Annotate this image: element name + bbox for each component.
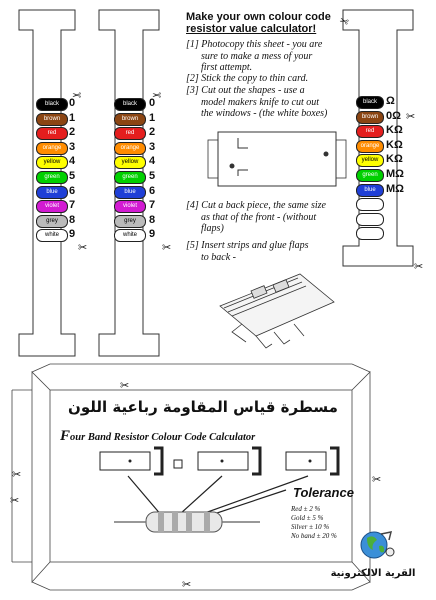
- strip3-empty-band: [356, 227, 384, 240]
- strip2-band-blue: blue: [114, 186, 146, 199]
- multiplier-unit-0: Ω: [386, 95, 395, 107]
- scissors-icon: ✂: [338, 12, 351, 28]
- strip1-value-6: 6: [69, 184, 76, 197]
- strip1-band-blue: blue: [36, 186, 68, 199]
- globe-logo-icon: [357, 528, 397, 562]
- strip2-band-grey: grey: [114, 215, 146, 228]
- scissors-icon: ✂: [72, 88, 82, 100]
- tolerance-list: [291, 505, 337, 541]
- strip2-value-1: 1: [149, 111, 156, 124]
- tolerance-item: Red ± 2 %: [291, 505, 321, 513]
- instructions-title: Make your own colour code resistor value calculator!: [186, 11, 331, 35]
- strip-1-colors: [36, 98, 84, 248]
- strip1-band-green: green: [36, 171, 68, 184]
- strip2-band-red: red: [114, 127, 146, 140]
- strip1-band-violet: violet: [36, 200, 68, 213]
- scissors-icon: ✂: [78, 242, 88, 254]
- strip2-value-2: 2: [149, 126, 156, 139]
- calculator-english-title: Four Band Resistor Colour Code Calculator: [60, 428, 256, 444]
- strip1-band-red: red: [36, 127, 68, 140]
- strip3-band-orange: orange: [356, 140, 384, 153]
- strip2-value-9: 9: [149, 228, 156, 241]
- strip2-band-white: white: [114, 229, 146, 242]
- logo-text: القرية الالكترونية: [330, 568, 416, 579]
- scissors-icon: ✂: [10, 495, 20, 507]
- window-template-diagram: [200, 124, 350, 194]
- scissors-icon: ✂: [414, 261, 424, 273]
- multiplier-unit-1: 0Ω: [386, 109, 401, 122]
- strip1-band-orange: orange: [36, 142, 68, 155]
- strip3-band-yellow: yellow: [356, 154, 384, 167]
- tolerance-item: Gold ± 5 %: [291, 514, 324, 522]
- strip1-value-2: 2: [69, 126, 76, 139]
- strip2-value-3: 3: [149, 140, 156, 153]
- strip2-value-6: 6: [149, 184, 156, 197]
- strip2-band-orange: orange: [114, 142, 146, 155]
- strip3-band-blue: blue: [356, 184, 384, 197]
- strip-2-colors: [114, 98, 164, 248]
- strip2-value-5: 5: [149, 170, 156, 182]
- strip1-value-9: 9: [69, 228, 76, 241]
- instruction-step-3: [3] Cut out the shapes - use a model makers knife to cut out the windows - (the white boxes): [186, 85, 328, 119]
- strip2-band-brown: brown: [114, 113, 146, 126]
- scissors-icon: ✂: [406, 111, 416, 123]
- multiplier-unit-2: KΩ: [386, 124, 403, 137]
- strip1-band-white: white: [36, 229, 68, 242]
- instruction-step-5: [5] Insert strips and glue flaps to back -: [186, 240, 309, 263]
- strip2-band-yellow: yellow: [114, 156, 146, 169]
- strip3-empty-band: [356, 213, 384, 226]
- strip2-value-4: 4: [149, 155, 156, 168]
- tolerance-label: Tolerance: [293, 485, 354, 500]
- strip1-band-black: black: [36, 98, 68, 111]
- tolerance-item: Silver ± 10 %: [291, 523, 330, 531]
- strip1-value-5: 5: [69, 170, 76, 182]
- strip3-empty-band: [356, 198, 384, 211]
- strip2-value-7: 7: [149, 199, 156, 212]
- multiplier-unit-5: MΩ: [386, 168, 404, 180]
- strip3-band-brown: brown: [356, 111, 384, 124]
- strip3-band-red: red: [356, 125, 384, 138]
- strip2-band-black: black: [114, 98, 146, 111]
- instruction-step-2: [2] Stick the copy to thin card.: [186, 73, 309, 84]
- scissors-icon: ✂: [182, 579, 192, 591]
- scissors-icon: ✂: [152, 88, 162, 100]
- scissors-icon: ✂: [162, 242, 172, 254]
- strip1-value-7: 7: [69, 199, 76, 212]
- strip2-value-0: 0: [149, 97, 156, 109]
- multiplier-unit-4: KΩ: [386, 153, 403, 166]
- strip2-band-violet: violet: [114, 200, 146, 213]
- scissors-icon: ✂: [372, 474, 382, 486]
- instruction-step-1: [1] Photocopy this sheet - you are sure to make a mess of your first attempt.: [186, 39, 323, 73]
- tolerance-item: No band ± 20 %: [291, 532, 337, 540]
- assembly-sketch: [212, 262, 342, 354]
- strip1-value-8: 8: [69, 213, 76, 226]
- strip2-band-green: green: [114, 171, 146, 184]
- strip1-band-grey: grey: [36, 215, 68, 228]
- strip1-value-3: 3: [69, 140, 76, 153]
- scissors-icon: ✂: [12, 469, 22, 481]
- strip1-band-yellow: yellow: [36, 156, 68, 169]
- strip3-band-green: green: [356, 169, 384, 182]
- strip3-band-black: black: [356, 96, 384, 109]
- strip1-value-0: 0: [69, 97, 76, 109]
- strip1-value-4: 4: [69, 155, 76, 168]
- multiplier-unit-3: KΩ: [386, 138, 403, 151]
- multiplier-unit-6: MΩ: [386, 182, 404, 195]
- strip2-value-8: 8: [149, 213, 156, 226]
- strip1-band-brown: brown: [36, 113, 68, 126]
- instruction-step-4: [4] Cut a back piece, the same size as that of the front - (without flaps): [186, 200, 326, 234]
- scissors-icon: ✂: [120, 380, 130, 392]
- strip1-value-1: 1: [69, 111, 76, 124]
- calculator-arabic-title: مسطرة قياس المقاومة رباعية اللون: [68, 398, 338, 416]
